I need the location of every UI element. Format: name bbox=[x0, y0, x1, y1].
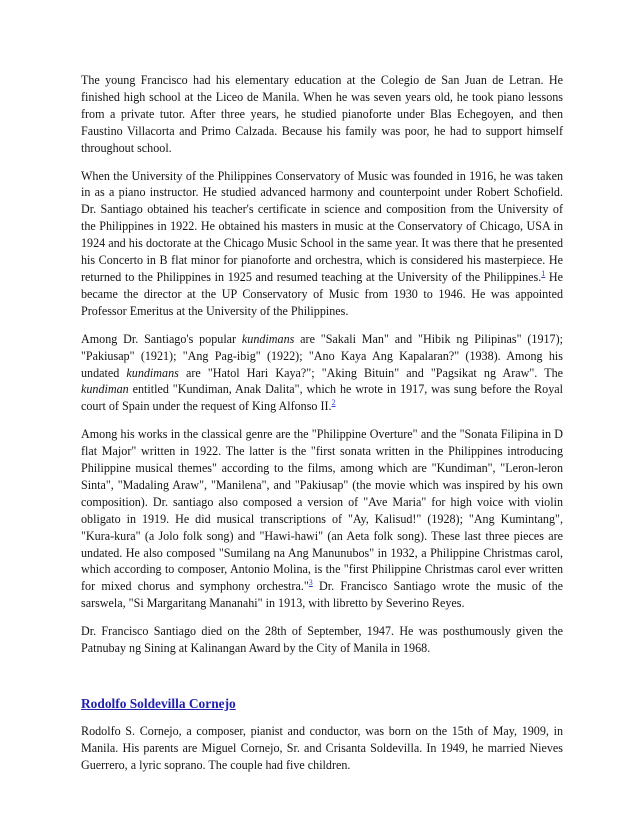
paragraph-classical-works bbox=[81, 426, 563, 612]
paragraph-death-award: Dr. Francisco Santiago died on the 28th of September, 1947. He was posthumously given the Patnubay ng Sining at Kalinangan Award by the City of Manila in 1968. bbox=[81, 624, 563, 656]
paragraph-text: entitled "Kundiman, Anak Dalita", which he wrote in 1917, was sung before the Royal court of Spain under the request of King Alfonso II. bbox=[81, 382, 563, 414]
document-page bbox=[81, 72, 563, 785]
paragraph-early-education: The young Francisco had his elementary education at the Colegio de San Juan de Letran. He finished high school at the Liceo de Manila. When he was seven years old, he took piano lessons from a private tutor. After three years, he studied pianoforte under Blas Echegoyen, and then Faustino Villacorta and Primo Calzada. Because his family was poor, he had to support himself throughout school. bbox=[81, 73, 563, 155]
paragraph-text: When the University of the Philippines Conservatory of Music was founded in 1916, he was taken in as a piano instructor. He studied advanced harmony and counterpoint under Robert Schofield. Dr. Santiago obtained his teacher's certificate in science and composition from the University of the Philippines in 1922. He obtained his masters in music at the Conservatory of Chicago, USA in 1924 and his doctorate at the Chicago Music School in the same year. It was there that he presented his Concerto in B flat minor for pianoforte and orchestra, which is considered his masterpiece. He returned to the Philippines in 1925 and resumed teaching at the University of the Philippines. bbox=[81, 168, 563, 284]
paragraph-conservatory-career bbox=[81, 168, 563, 320]
italic-term: kundimans bbox=[126, 365, 179, 380]
italic-term: kundimans bbox=[241, 331, 295, 346]
section-heading-link[interactable]: Rodolfo Soldevilla Cornejo bbox=[81, 696, 236, 711]
paragraph-text: Dr. Francisco Santiago wrote the music of the sarswela, "Si Margaritang Mananahi" in 1913, with libretto by Severino Reyes. bbox=[81, 579, 563, 611]
paragraph-text: He became the director at the UP Conservatory of Music from 1930 to 1946. He was appointed Professor Emeritus at the University of the Philippines. bbox=[81, 269, 564, 318]
paragraph-kundimans bbox=[81, 331, 563, 416]
paragraph-cornejo-bio: Rodolfo S. Cornejo, a composer, pianist and conductor, was born on the 15th of May, 1909, in Manila. His parents are Miguel Cornejo, Sr. and Crisanta Soldevilla. In 1949, he married Nieves Guerrero, a lyric soprano. The couple had five children. bbox=[81, 724, 563, 772]
footnote-link-2[interactable]: 2 bbox=[331, 398, 336, 408]
footnote-link-1[interactable]: 1 bbox=[541, 268, 546, 278]
footnote-link-3[interactable]: 3 bbox=[308, 578, 313, 588]
paragraph-text: are "Hatol Hari Kaya?"; "Aking Bituin" and "Pagsikat ng Araw". The bbox=[178, 365, 564, 380]
paragraph-text: Among his works in the classical genre are the "Philippine Overture" and the "Sonata Filipina in D flat Major" written in 1922. The latter is the "first sonata written in the Philippines introducing Philippine musical themes" according to the films, among which are "Kundiman", "Leron-leron Sinta", "Madaling Araw", "Manilena", and "Pakiusap" (the movie which was inspired by his own composition). Dr. santiago also composed a version of "Ave Maria" for high voice with violin obligato in 1919. He did musical transcriptions of "Ay, Kalisud!" (1928); "Ang Kumintang", "Kura-kura" (a Jolo folk song) and "Hawi-hawi" (an Aeta folk song). These last three pieces are undated. He also composed "Sumilang na Ang Manunubos" in 1932, a Philippine Christmas carol, which according to composer, Antonio Molina, is the "first Philippine Christmas carol ever written for mixed chorus and symphony orchestra." bbox=[81, 427, 563, 594]
paragraph-text: Among Dr. Santiago's popular bbox=[81, 331, 242, 346]
paragraph-text: are "Sakali Man" and "Hibik ng Pilipinas" (1917); "Pakiusap" (1921); "Ang Pag-ibig" (1922); "Ano Kaya Ang Kapalaran?" (1938). Among his undated bbox=[81, 331, 563, 380]
italic-term: kundiman bbox=[81, 382, 129, 397]
